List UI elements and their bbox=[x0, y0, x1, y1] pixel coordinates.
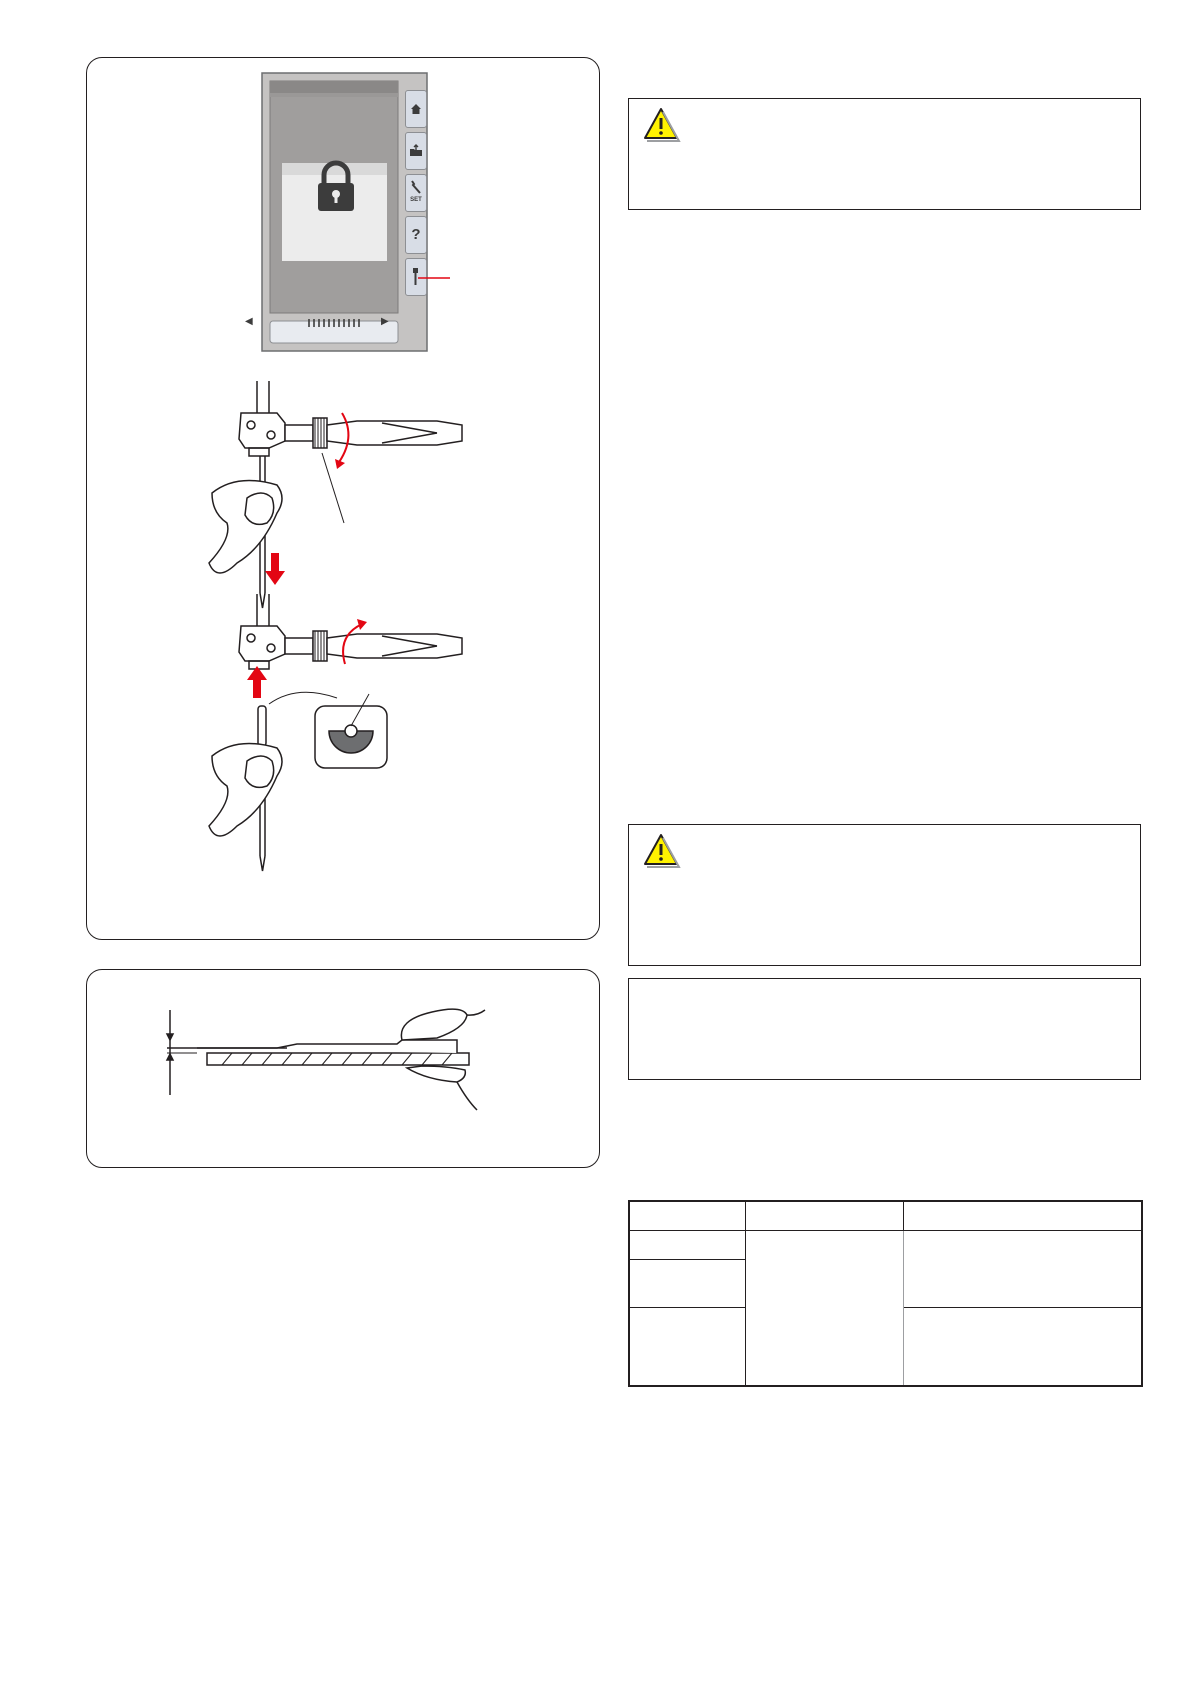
padlock-icon bbox=[316, 160, 356, 212]
folder-icon bbox=[409, 145, 423, 157]
table-cell bbox=[904, 1230, 1143, 1307]
figure-panel-needle-change bbox=[86, 57, 600, 940]
warning-triangle-icon bbox=[643, 107, 679, 141]
needle-spec-table bbox=[628, 1200, 1143, 1387]
wrench-icon bbox=[410, 180, 422, 194]
callout-line bbox=[418, 276, 450, 280]
table-cell bbox=[904, 1308, 1143, 1386]
caution-box-2 bbox=[628, 824, 1141, 966]
sidebar-button-help[interactable] bbox=[405, 216, 427, 254]
home-icon bbox=[410, 103, 422, 115]
scroll-track[interactable] bbox=[307, 317, 365, 329]
warning-triangle-icon bbox=[643, 833, 679, 867]
table-header-cell bbox=[629, 1201, 746, 1230]
sidebar-button-settings[interactable] bbox=[405, 174, 427, 212]
table-header-cell bbox=[904, 1201, 1143, 1230]
scroll-right-arrow[interactable]: ▶ bbox=[381, 316, 389, 327]
table-cell bbox=[746, 1230, 904, 1386]
table-header-cell bbox=[746, 1201, 904, 1230]
settings-label: SET bbox=[410, 197, 422, 203]
needle-flatness-illustration bbox=[167, 1010, 537, 1140]
table-cell bbox=[629, 1230, 746, 1259]
table-cell bbox=[629, 1259, 746, 1307]
table-cell bbox=[629, 1308, 746, 1386]
scroll-left-arrow[interactable]: ◀ bbox=[245, 316, 253, 327]
question-icon: ? bbox=[411, 226, 421, 243]
needle-insertion-illustration bbox=[207, 586, 587, 886]
sidebar-button-folder[interactable] bbox=[405, 132, 427, 170]
note-box bbox=[628, 978, 1141, 1080]
figure-panel-needle-check bbox=[86, 969, 600, 1168]
sidebar-button-home[interactable] bbox=[405, 90, 427, 128]
caution-box-1 bbox=[628, 98, 1141, 210]
